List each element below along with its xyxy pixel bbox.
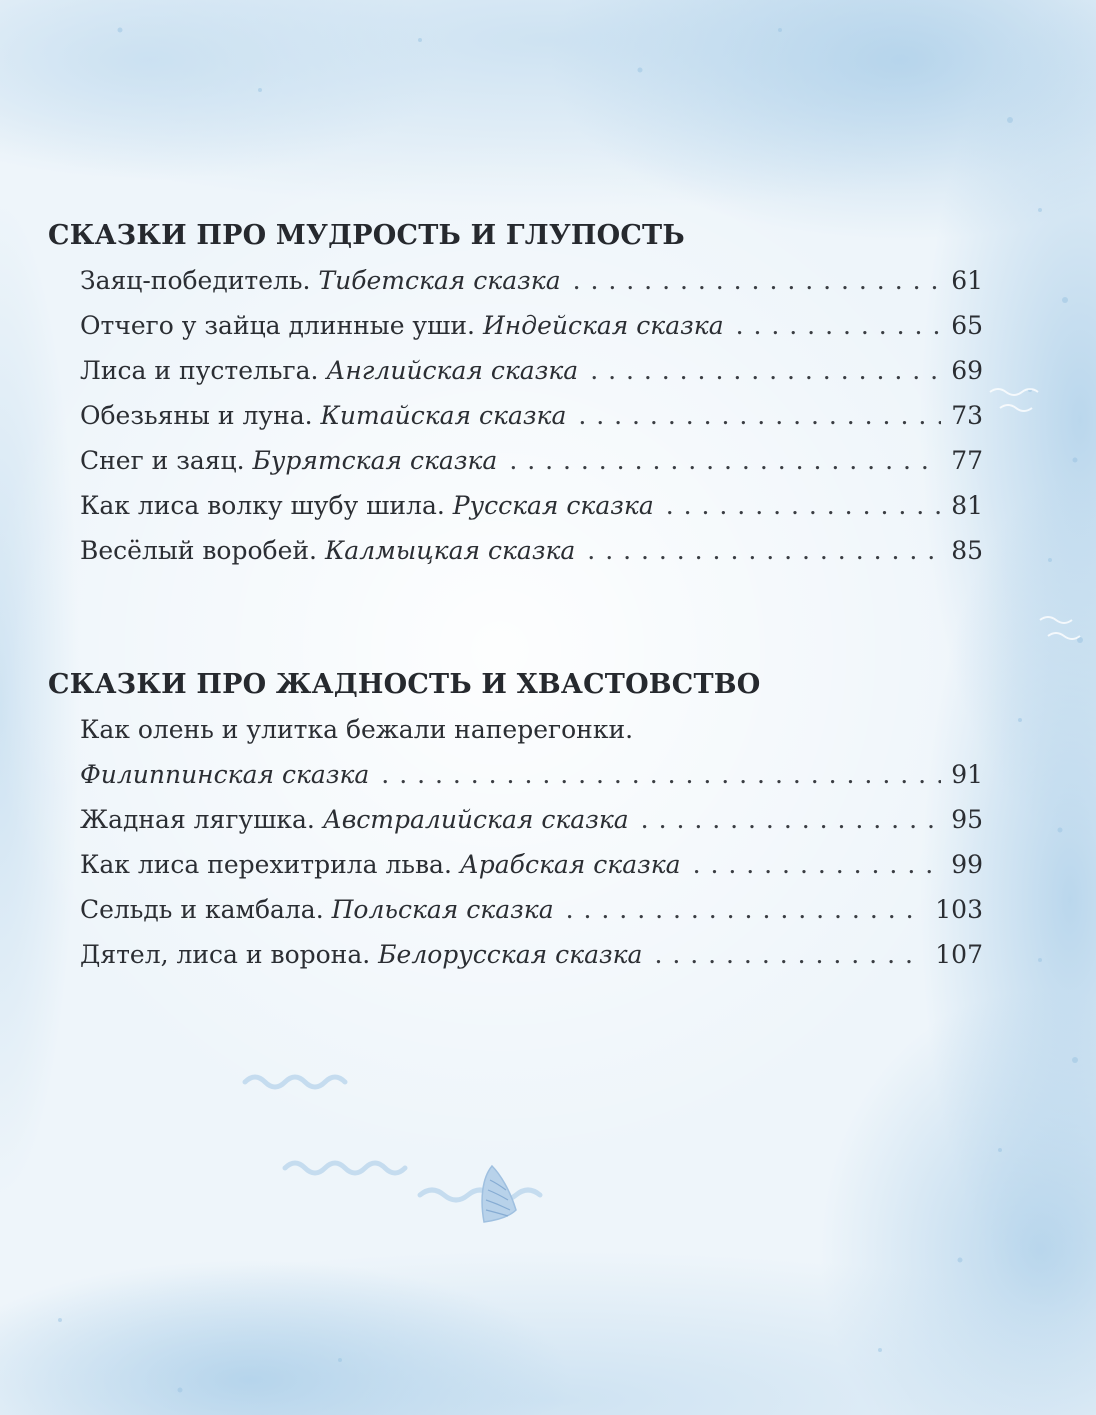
dot-leader xyxy=(666,483,941,528)
section-spacer xyxy=(48,573,983,663)
waves-icon xyxy=(230,1060,590,1210)
toc-entry[interactable] xyxy=(80,483,983,528)
entry-origin: Китайская сказка xyxy=(320,401,567,430)
entry-origin: Филиппинская сказка xyxy=(80,760,370,789)
toc-entry[interactable] xyxy=(80,842,983,887)
entry-title: Обезьяны и луна. xyxy=(80,401,313,430)
entry-title: Жадная лягушка. xyxy=(80,805,315,834)
entry-origin: Тибетская сказка xyxy=(318,266,561,295)
toc-entry[interactable] xyxy=(80,752,983,797)
dot-leader xyxy=(573,258,942,303)
entry-origin: Белорусская сказка xyxy=(378,940,643,969)
entry-page-number: 107 xyxy=(935,940,983,969)
section-heading: СКАЗКИ ПРО ЖАДНОСТЬ И ХВАСТОВСТВО xyxy=(48,669,761,700)
entry-page-number: 61 xyxy=(951,266,983,295)
dot-leader xyxy=(641,797,942,842)
entry-page-number: 81 xyxy=(951,491,983,520)
dot-leader xyxy=(693,842,942,887)
table-of-contents xyxy=(48,214,983,977)
section-entries xyxy=(48,258,983,573)
entry-title: Отчего у зайца длинные уши. xyxy=(80,311,475,340)
entry-title: Весёлый воробей. xyxy=(80,536,317,565)
toc-entry[interactable] xyxy=(80,797,983,842)
toc-entry[interactable] xyxy=(80,303,983,348)
entry-page-number: 95 xyxy=(951,805,983,834)
entry-title: Заяц-победитель. xyxy=(80,266,311,295)
entry-page-number: 85 xyxy=(951,536,983,565)
entry-title: Как лиса перехитрила льва. xyxy=(80,850,452,879)
toc-entry[interactable] xyxy=(80,438,983,483)
dot-leader xyxy=(509,438,941,483)
entry-origin: Английская сказка xyxy=(326,356,579,385)
toc-section-greed xyxy=(48,663,983,977)
fish-tail-icon xyxy=(470,1160,530,1240)
entry-origin: Польская сказка xyxy=(331,895,554,924)
entry-origin: Русская сказка xyxy=(452,491,654,520)
entry-title: Сельдь и камбала. xyxy=(80,895,324,924)
entry-title: Дятел, лиса и ворона. xyxy=(80,940,371,969)
toc-entry[interactable] xyxy=(80,258,983,303)
entry-origin: Арабская сказка xyxy=(459,850,681,879)
dot-leader xyxy=(566,887,926,932)
section-entries xyxy=(48,707,983,977)
dot-leader xyxy=(578,393,941,438)
entry-title-first-line[interactable]: Как олень и улитка бежали наперегонки. xyxy=(80,715,634,744)
entry-origin: Австралийская сказка xyxy=(322,805,629,834)
entry-title: Как лиса волку шубу шила. xyxy=(80,491,445,520)
dot-leader xyxy=(654,932,925,977)
toc-entry[interactable] xyxy=(80,528,983,573)
dot-leader xyxy=(381,752,941,797)
entry-page-number: 103 xyxy=(935,895,983,924)
toc-section-wisdom xyxy=(48,214,983,573)
entry-page-number: 73 xyxy=(951,401,983,430)
dot-leader xyxy=(587,528,941,573)
entry-page-number: 65 xyxy=(951,311,983,340)
section-heading: СКАЗКИ ПРО МУДРОСТЬ И ГЛУПОСТЬ xyxy=(48,220,685,251)
dot-leader xyxy=(736,303,942,348)
toc-entry[interactable] xyxy=(80,932,983,977)
toc-entry[interactable] xyxy=(80,393,983,438)
dot-leader xyxy=(590,348,941,393)
entry-page-number: 69 xyxy=(951,356,983,385)
entry-page-number: 99 xyxy=(951,850,983,879)
toc-entry[interactable] xyxy=(80,887,983,932)
entry-origin: Бурятская сказка xyxy=(252,446,498,475)
entry-page-number: 91 xyxy=(951,760,983,789)
entry-title: Снег и заяц. xyxy=(80,446,245,475)
entry-origin: Калмыцкая сказка xyxy=(324,536,576,565)
entry-page-number: 77 xyxy=(951,446,983,475)
entry-title: Лиса и пустельга. xyxy=(80,356,319,385)
toc-entry[interactable] xyxy=(80,348,983,393)
entry-origin: Индейская сказка xyxy=(482,311,724,340)
